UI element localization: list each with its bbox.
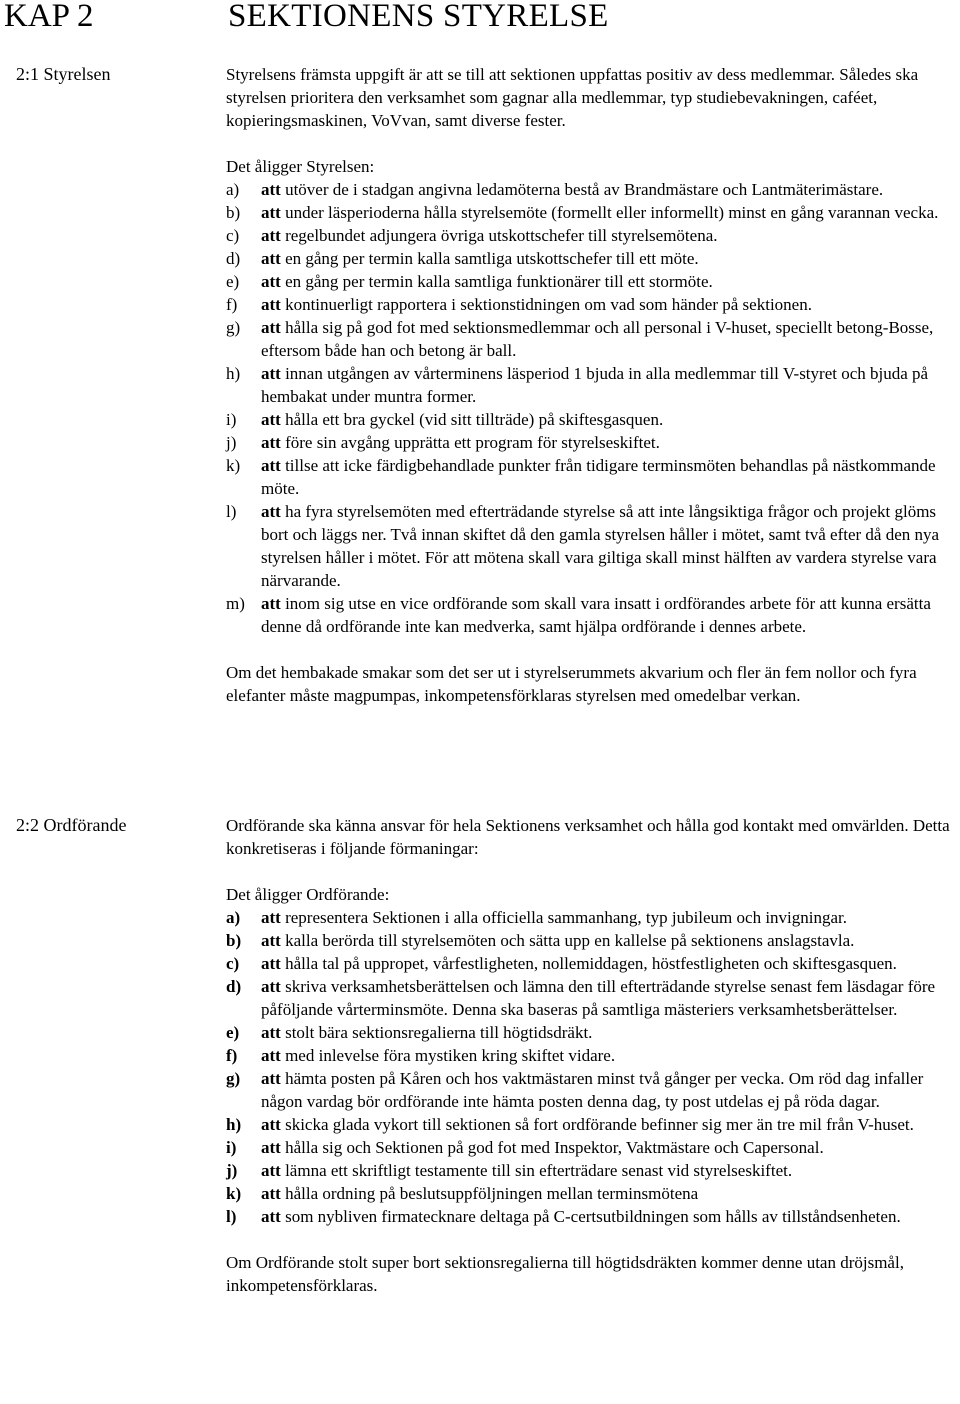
item-marker: k) xyxy=(226,1184,242,1203)
item-marker: c) xyxy=(226,226,240,245)
item-marker: g) xyxy=(226,1069,241,1088)
att-word: att xyxy=(261,318,281,337)
list-item xyxy=(226,1067,960,1113)
att-word: att xyxy=(261,1069,281,1088)
section-heading: 2:2 Ordförande xyxy=(16,815,127,835)
item-marker: j) xyxy=(226,1161,238,1180)
list-item xyxy=(226,975,960,1021)
att-word: att xyxy=(261,1023,281,1042)
list-item xyxy=(226,500,960,592)
att-word: att xyxy=(261,226,281,245)
intro-paragraph: Styrelsens främsta uppgift är att se till att sektionen uppfattas positiv av dess medlemmar. Således ska styrelsen prioritera den verksamhet som gagnar alla medlemmar, typ studiebevakningen, caféet, kopieringsmaskinen, VoVvan, samt diverse fester. xyxy=(226,65,919,130)
att-word: att xyxy=(261,594,281,613)
item-text: representera Sektionen i alla officiella sammanhang, typ jubileum och invigningar. xyxy=(285,908,848,927)
list-item xyxy=(226,224,960,247)
att-word: att xyxy=(261,954,281,973)
item-text: en gång per termin kalla samtliga utskottschefer till ett möte. xyxy=(285,249,699,268)
item-marker: d) xyxy=(226,249,241,268)
item-marker: h) xyxy=(226,364,241,383)
att-word: att xyxy=(261,908,281,927)
item-text: kalla berörda till styrelsemöten och sätta upp en kallelse på sektionens anslagstavla. xyxy=(285,931,855,950)
item-text: tillse att icke färdigbehandlade punkter från tidigare terminsmöten behandlas på nästkommande möte. xyxy=(261,456,936,498)
item-marker: b) xyxy=(226,931,242,950)
att-word: att xyxy=(261,249,281,268)
list-item xyxy=(226,952,960,975)
item-text: före sin avgång upprätta ett program för styrelseskiftet. xyxy=(285,433,660,452)
intro-paragraph: Ordförande ska känna ansvar för hela Sektionens verksamhet och hålla god kontakt med omvärlden. Detta konkretiseras i följande förmaningar: xyxy=(226,816,950,858)
section-body xyxy=(226,814,960,1297)
item-text: skriva verksamhetsberättelsen och lämna den till efterträdande styrelse senast fem läsdagar före påföljande vårterminsmöte. Denna ska baseras på samtliga mästeriers verksamhetsberättelser. xyxy=(261,977,936,1019)
item-marker: f) xyxy=(226,1046,238,1065)
item-text: hålla ordning på beslutsuppföljningen mellan terminsmötena xyxy=(285,1184,699,1203)
list-item xyxy=(226,247,960,270)
item-text: stolt bära sektionsregalierna till högtidsdräkt. xyxy=(285,1023,593,1042)
item-text: innan utgången av vårterminens läsperiod 1 bjuda in alla medlemmar till V-styret och bjuda på hembakat under muntra former. xyxy=(261,364,929,406)
list-item xyxy=(226,1136,960,1159)
chapter-title: SEKTIONENS STYRELSE xyxy=(228,0,609,34)
item-marker: h) xyxy=(226,1115,242,1134)
item-marker: c) xyxy=(226,954,240,973)
chapter-label: KAP 2 xyxy=(4,0,94,34)
section-heading: 2:1 Styrelsen xyxy=(16,64,111,84)
duties-label: Det åligger Ordförande: xyxy=(226,885,390,904)
item-text: inom sig utse en vice ordförande som skall vara insatt i ordförandes arbete för att kunna ersätta denne då ordförande inte kan medverka, samt hjälpa ordförande i dennes arbete. xyxy=(261,594,931,636)
list-item xyxy=(226,178,960,201)
att-word: att xyxy=(261,502,281,521)
list-item xyxy=(226,293,960,316)
item-text: lämna ett skriftligt testamente till sin efterträdare senast vid styrelseskiftet. xyxy=(285,1161,793,1180)
item-text: under läsperioderna hålla styrelsemöte (formellt eller informellt) minst en gång varannan vecka. xyxy=(285,203,939,222)
att-word: att xyxy=(261,433,281,452)
att-word: att xyxy=(261,180,281,199)
item-marker: m) xyxy=(226,594,245,613)
item-text: hämta posten på Kåren och hos vaktmästaren minst två gånger per vecka. Om röd dag infaller någon vardag bör ordförande inte hämta posten denna dag, ty post utdelas ej på röda dagar. xyxy=(261,1069,924,1111)
att-word: att xyxy=(261,203,281,222)
att-word: att xyxy=(261,1115,281,1134)
item-marker: d) xyxy=(226,977,242,996)
item-marker: l) xyxy=(226,502,237,521)
att-word: att xyxy=(261,410,281,429)
item-marker: j) xyxy=(226,433,237,452)
list-item xyxy=(226,270,960,293)
item-text: skicka glada vykort till sektionen så fort ordförande befinner sig mer än tre mil från V-huset. xyxy=(285,1115,914,1134)
item-marker: e) xyxy=(226,1023,240,1042)
item-text: som nybliven firmatecknare deltaga på C-certsutbildningen som hålls av tillståndsenheten. xyxy=(285,1207,901,1226)
closing-paragraph: Om det hembakade smakar som det ser ut i styrelserummets akvarium och fler än fem nollor och fyra elefanter måste magpumpas, inkompetensförklaras styrelsen med omedelbar verkan. xyxy=(226,663,917,705)
item-marker: a) xyxy=(226,908,241,927)
item-text: hålla tal på uppropet, vårfestligheten, nollemiddagen, höstfestligheten och skiftesgasquen. xyxy=(285,954,897,973)
att-word: att xyxy=(261,1161,281,1180)
item-marker: b) xyxy=(226,203,241,222)
item-marker: a) xyxy=(226,180,240,199)
att-word: att xyxy=(261,272,281,291)
list-item xyxy=(226,1113,960,1136)
duties-label: Det åligger Styrelsen: xyxy=(226,157,375,176)
list-item xyxy=(226,201,960,224)
list-item xyxy=(226,316,960,362)
att-word: att xyxy=(261,1046,281,1065)
page-header xyxy=(0,0,960,40)
item-text: utöver de i stadgan angivna ledamöterna bestå av Brandmästare och Lantmäterimästare. xyxy=(285,180,884,199)
item-text: regelbundet adjungera övriga utskottschefer till styrelsemötena. xyxy=(285,226,718,245)
list-item xyxy=(226,1044,960,1067)
list-item xyxy=(226,1159,960,1182)
item-marker: f) xyxy=(226,295,238,314)
att-word: att xyxy=(261,1138,281,1157)
list-item xyxy=(226,1021,960,1044)
duties-list xyxy=(226,178,960,638)
att-word: att xyxy=(261,295,281,314)
list-item xyxy=(226,1182,960,1205)
list-item xyxy=(226,362,960,408)
att-word: att xyxy=(261,456,281,475)
att-word: att xyxy=(261,1207,281,1226)
list-item xyxy=(226,592,960,638)
list-item xyxy=(226,454,960,500)
item-text: kontinuerligt rapportera i sektionstidningen om vad som händer på sektionen. xyxy=(285,295,812,314)
list-item xyxy=(226,929,960,952)
att-word: att xyxy=(261,977,281,996)
item-text: ha fyra styrelsemöten med efterträdande styrelse så att inte långsiktiga frågor och projekt glöms bort och läggs ner. Två innan skiftet då den gamla styrelsen håller i mötet, samt två efter då den nya styrelsen håller i mötet. För att mötena skall vara giltiga skall minst hälften av vardera styrelse vara närvarande. xyxy=(261,502,940,590)
item-text: hålla sig och Sektionen på god fot med Inspektor, Vaktmästare och Capersonal. xyxy=(285,1138,824,1157)
item-text: hålla ett bra gyckel (vid sitt tillträde) på skiftesgasquen. xyxy=(285,410,664,429)
section-body xyxy=(226,63,960,707)
item-marker: e) xyxy=(226,272,240,291)
item-text: hålla sig på god fot med sektionsmedlemmar och all personal i V-huset, speciellt betong-Bosse, eftersom både han och betong är ball. xyxy=(261,318,934,360)
closing-paragraph: Om Ordförande stolt super bort sektionsregalierna till högtidsdräkten kommer denne utan dröjsmål, inkompetensförklaras. xyxy=(226,1253,904,1295)
item-marker: i) xyxy=(226,410,237,429)
list-item xyxy=(226,431,960,454)
list-item xyxy=(226,906,960,929)
att-word: att xyxy=(261,1184,281,1203)
item-marker: l) xyxy=(226,1207,237,1226)
list-item xyxy=(226,408,960,431)
att-word: att xyxy=(261,364,281,383)
att-word: att xyxy=(261,931,281,950)
item-marker: g) xyxy=(226,318,241,337)
list-item xyxy=(226,1205,960,1228)
item-text: med inlevelse föra mystiken kring skiftet vidare. xyxy=(285,1046,616,1065)
item-marker: i) xyxy=(226,1138,237,1157)
item-marker: k) xyxy=(226,456,241,475)
item-text: en gång per termin kalla samtliga funktionärer till ett stormöte. xyxy=(285,272,713,291)
duties-list xyxy=(226,906,960,1228)
